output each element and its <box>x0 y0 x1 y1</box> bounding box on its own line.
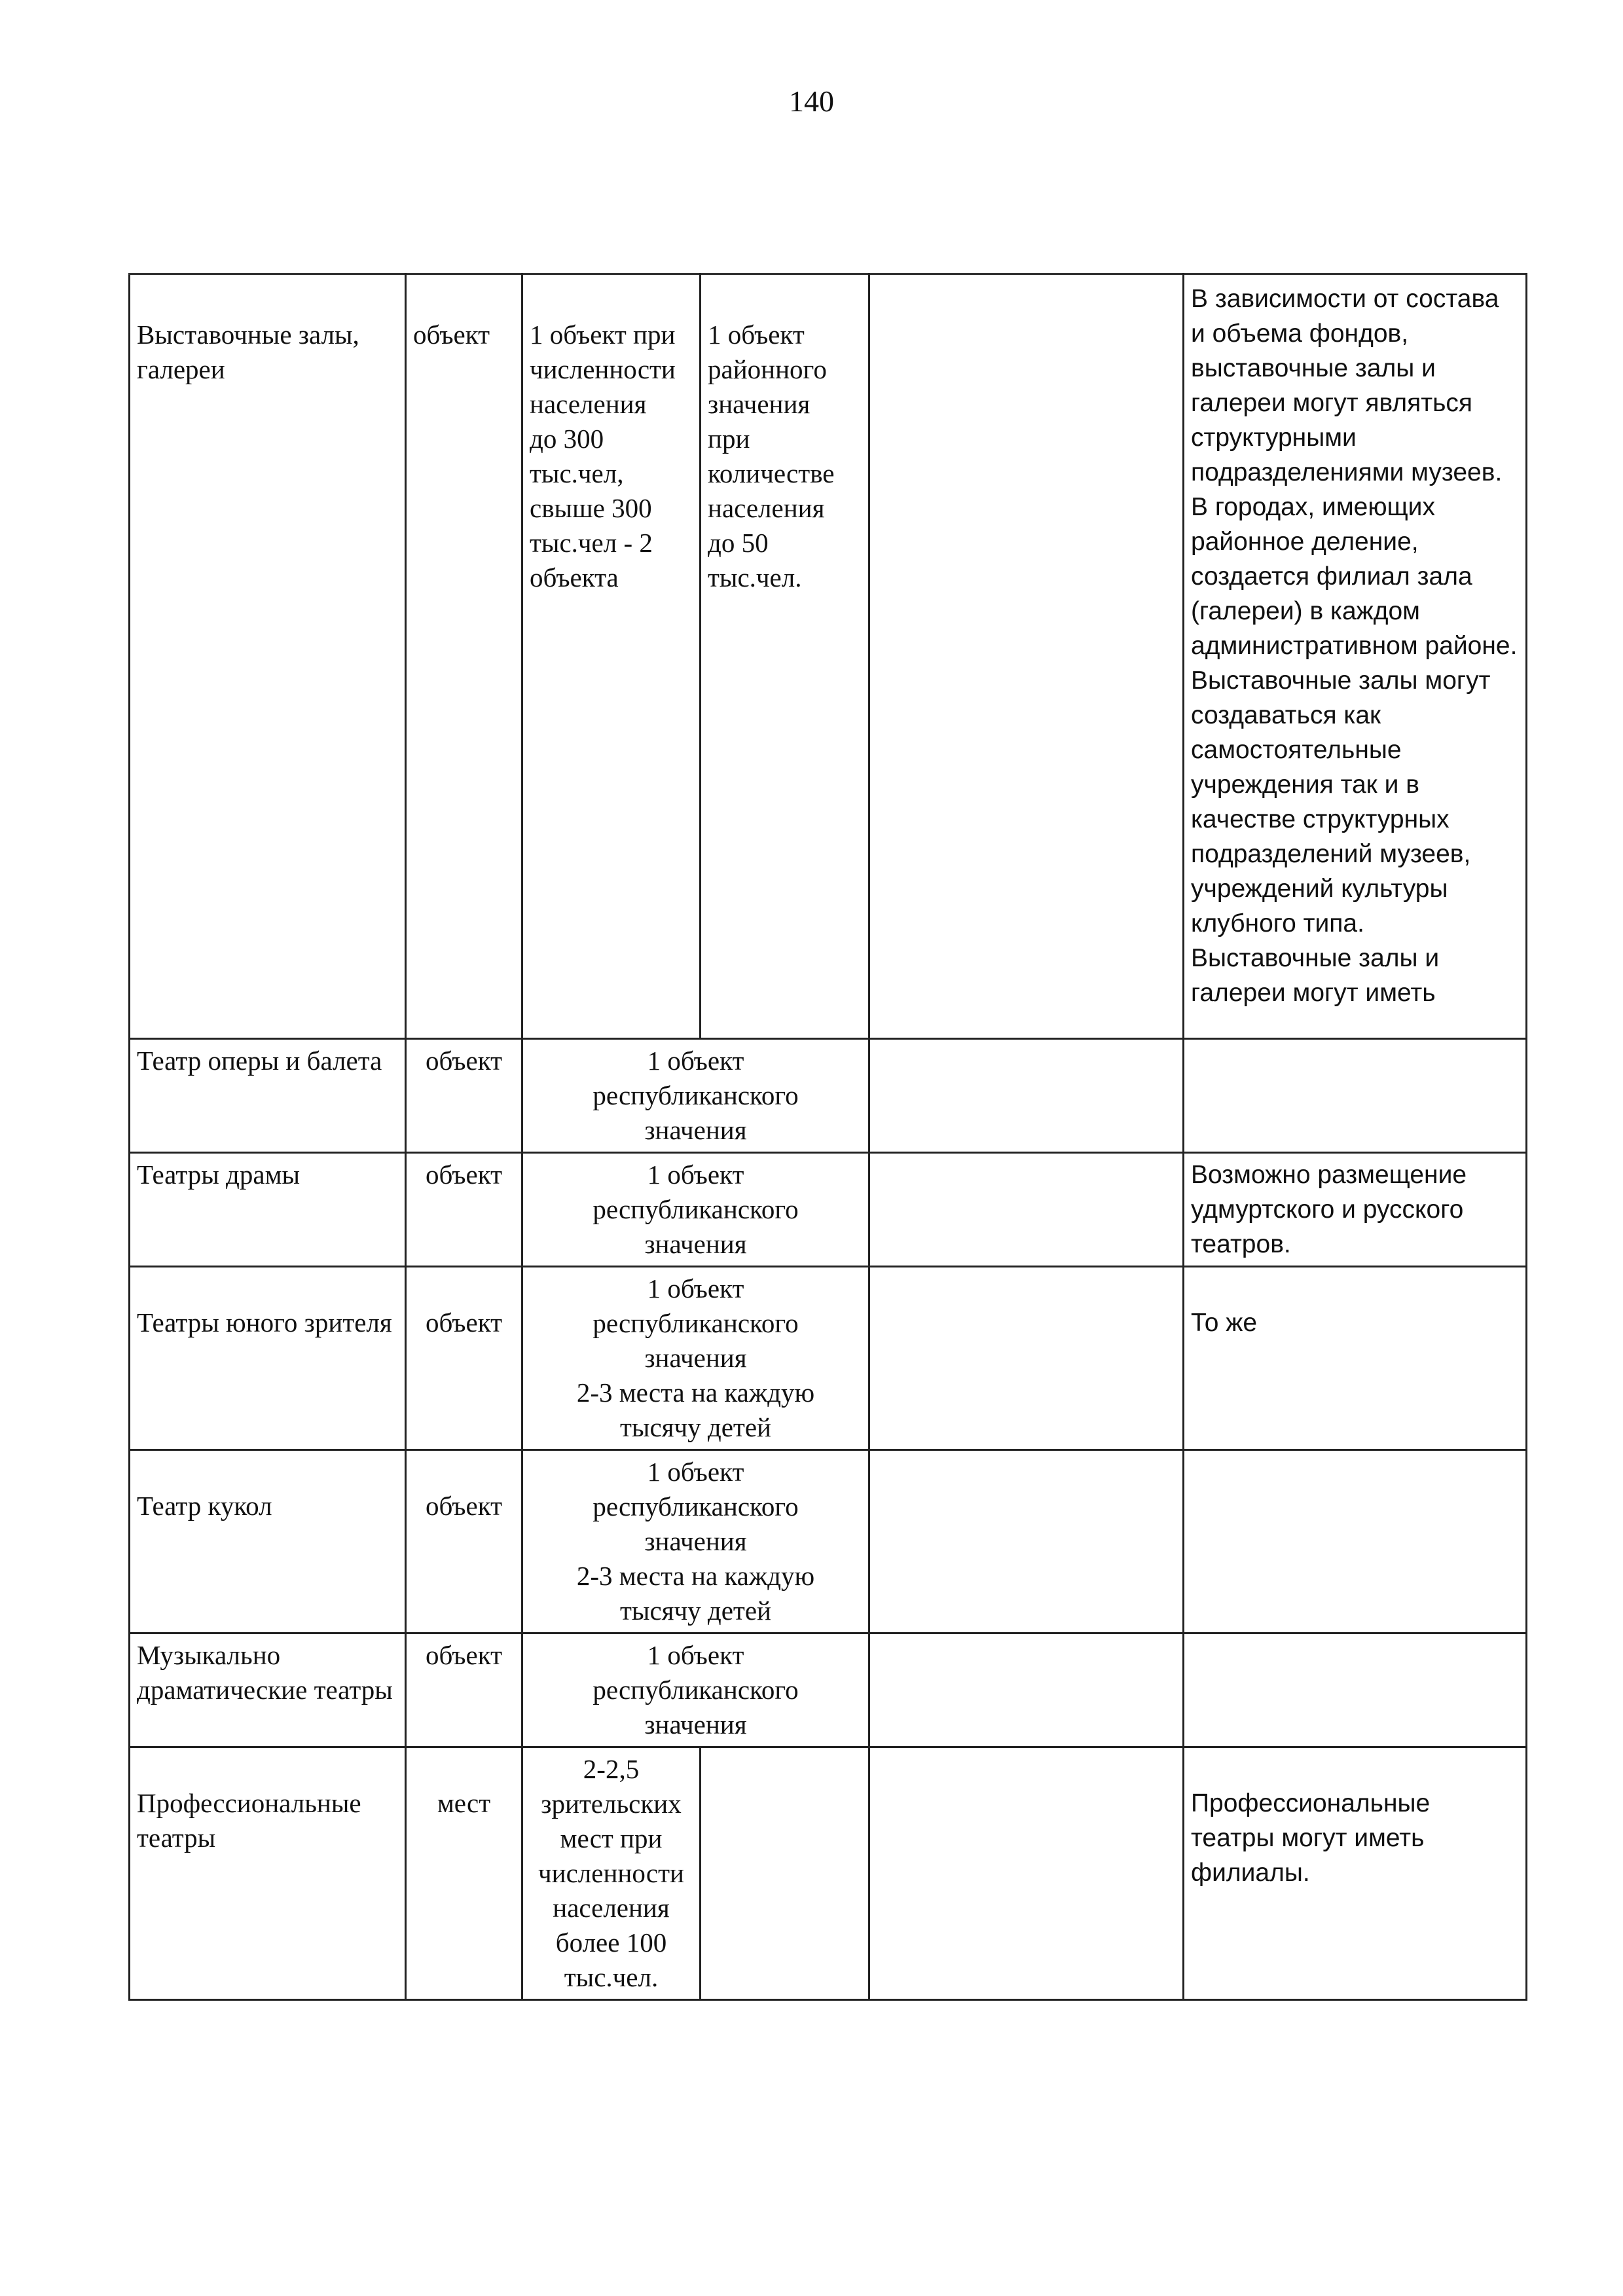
norm-line: более 100 <box>555 1927 667 1958</box>
facility-name: Выставочные залы, галереи <box>130 274 406 1039</box>
norm-line: до 50 <box>708 528 769 558</box>
norm-line: 1 объект <box>708 319 805 350</box>
extra-cell <box>869 1153 1184 1267</box>
norm-line: объекта <box>530 562 619 592</box>
unit-cell: объект <box>406 1267 522 1450</box>
norm-line: при <box>708 424 750 454</box>
page-number: 140 <box>789 84 834 118</box>
norm-line: 1 объект <box>647 1046 744 1076</box>
norm-cell <box>522 1450 869 1633</box>
extra-cell <box>869 1633 1184 1747</box>
table-row <box>130 1153 1527 1267</box>
norm-line: тысячу детей <box>619 1412 771 1442</box>
facility-name: Театры драмы <box>130 1153 406 1267</box>
norm-line: республиканского <box>593 1675 799 1705</box>
note-cell: Возможно размещение удмуртского и русского театров. <box>1184 1153 1527 1267</box>
norm-cell-empty <box>701 1747 869 2000</box>
norm-line: 2-2,5 <box>583 1754 640 1784</box>
table-row <box>130 1267 1527 1450</box>
norm-line: тысячу детей <box>619 1595 771 1626</box>
norm-line: 1 объект <box>647 1159 744 1190</box>
table-row <box>130 1747 1527 2000</box>
norm-line: значения <box>644 1709 747 1740</box>
norm-line: 1 объект <box>647 1457 744 1487</box>
unit-cell: объект <box>406 1633 522 1747</box>
norm-line: численности <box>530 354 676 384</box>
unit-cell: объект <box>406 274 522 1039</box>
norm-line: населения <box>553 1893 670 1923</box>
norm-line: тыс.чел - 2 <box>530 528 653 558</box>
norm-cell <box>522 1267 869 1450</box>
norm-line: тыс.чел. <box>708 562 802 592</box>
norm-line: населения <box>530 389 647 419</box>
norm-cell <box>522 1039 869 1153</box>
norm-cell <box>522 274 701 1039</box>
norm-line: республиканского <box>593 1080 799 1110</box>
note-cell: Профессиональные театры могут иметь филиалы. <box>1184 1747 1527 2000</box>
unit-cell: мест <box>406 1747 522 2000</box>
facility-name: Музыкально драматические театры <box>130 1633 406 1747</box>
extra-cell <box>869 1747 1184 2000</box>
norm-line: численности <box>538 1858 684 1888</box>
norm-line: зрительских <box>541 1789 682 1819</box>
norm-cell <box>522 1747 701 2000</box>
unit-cell: объект <box>406 1450 522 1633</box>
norm-line: до 300 <box>530 424 604 454</box>
norm-line: 1 объект <box>647 1640 744 1670</box>
norm-line: значения <box>708 389 811 419</box>
norm-line: 1 объект при <box>530 319 676 350</box>
extra-cell <box>869 274 1184 1039</box>
norm-line: значения <box>644 1229 747 1259</box>
unit-cell: объект <box>406 1153 522 1267</box>
facility-name: Театр оперы и балета <box>130 1039 406 1153</box>
norm-line: мест при <box>560 1823 663 1853</box>
norm-line: населения <box>708 493 825 523</box>
note-cell <box>1184 1039 1527 1153</box>
extra-cell <box>869 1039 1184 1153</box>
norm-line: 1 объект <box>647 1273 744 1303</box>
table-row <box>130 1039 1527 1153</box>
norm-line: 2-3 места на каждую <box>576 1377 815 1408</box>
extra-cell <box>869 1267 1184 1450</box>
norm-line: районного <box>708 354 827 384</box>
norm-line: свыше 300 <box>530 493 652 523</box>
norm-line: республиканского <box>593 1491 799 1522</box>
norm-line: количестве <box>708 458 835 488</box>
norm-line: тыс.чел, <box>530 458 624 488</box>
note-cell: То же <box>1184 1267 1527 1450</box>
norm-line: республиканского <box>593 1194 799 1224</box>
norm-line: тыс.чел. <box>564 1962 659 1992</box>
table-row <box>130 1450 1527 1633</box>
facility-name: Театры юного зрителя <box>130 1267 406 1450</box>
unit-cell: объект <box>406 1039 522 1153</box>
norm-cell <box>522 1153 869 1267</box>
regulations-table <box>128 273 1527 2001</box>
norm-line: значения <box>644 1115 747 1145</box>
facility-name: Театр кукол <box>130 1450 406 1633</box>
norm-cell <box>522 1633 869 1747</box>
norm-line: значения <box>644 1526 747 1556</box>
table-row <box>130 1633 1527 1747</box>
table-row <box>130 274 1527 1039</box>
facility-name: Профессиональные театры <box>130 1747 406 2000</box>
note-cell: В зависимости от состава и объема фондов, выставочные залы и галереи могут являться структурными подразделениями музеев. В городах, имеющих районное деление, создается филиал зала (галереи) в каждом административном районе. Выставочные залы могут создаваться как самостоятельные учреждения так и в качестве структурных подразделений музеев, учреждений культуры клубного типа. Выставочные залы и галереи могут иметь <box>1184 274 1527 1039</box>
extra-cell <box>869 1450 1184 1633</box>
note-cell <box>1184 1633 1527 1747</box>
norm-line: значения <box>644 1343 747 1373</box>
norm-cell <box>701 274 869 1039</box>
note-cell <box>1184 1450 1527 1633</box>
norm-line: 2-3 места на каждую <box>576 1561 815 1591</box>
norm-line: республиканского <box>593 1308 799 1338</box>
